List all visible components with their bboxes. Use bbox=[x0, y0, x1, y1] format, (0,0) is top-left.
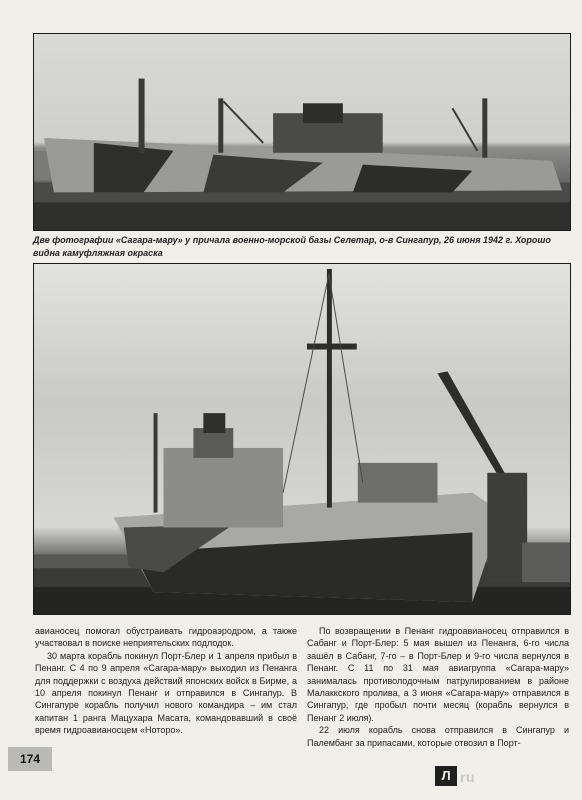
publisher-logo-icon: Л bbox=[435, 766, 457, 786]
photo-caption: Две фотографии «Сагара-мару» у причала военно-морской базы Селетар, о-в Сингапур, 26 июня 1942 г. Хорошо видна камуфляжная окраска bbox=[33, 235, 551, 258]
watermark: ru bbox=[460, 769, 475, 785]
page-number: 174 bbox=[8, 747, 52, 771]
paragraph: 30 марта корабль покинул Порт-Блер и 1 апреля прибыл в Пенанг. С 4 по 9 апреля «Сагара-мару» выходил из Пенанга для поддержки с воздуха действий японских войск в Бирме, а 10 апреля покинул Пенанг и отправился в Сингапур. В Сингапуре корабль получил нового командира – им стал капитан 1 ранга Мацухара Масата, командовавший в своё время гидроавианосцем «Нотoро». bbox=[35, 650, 297, 736]
text-column-left bbox=[35, 625, 297, 737]
paragraph: 22 июля корабль снова отправился в Сингапур и Палембанг за припасами, которые отвозил в Порт- bbox=[307, 725, 569, 748]
text-column-right bbox=[307, 625, 569, 749]
photo-ship-side-view bbox=[33, 33, 571, 231]
paragraph: По возвращении в Пенанг гидроавианосец отправился в Сабанг и Порт-Блер: 5 мая вышел из Пенанга, 6-го числа зашёл в Сабанг, 7-го – в Порт-Блер и 9-го числа вернулся в Пенанг. С 11 по 31 мая авиагруппа «Сагара-мару» занималась противолодочным патрулированием в районе Малаккского пролива, а 3 июня «Сагара-мару» отправился в Сингапур, где пробыл почти месяц (корабль вернулся в Пенанг 2 июля). bbox=[307, 626, 569, 723]
ship-side-illustration bbox=[34, 34, 570, 230]
ship-bow-illustration bbox=[34, 264, 570, 614]
photo-ship-bow-view bbox=[33, 263, 571, 615]
paragraph: авианосец помогал обустраивать гидроаэродром, а также участвовал в поиске неприятельских подлодок. bbox=[35, 626, 297, 649]
